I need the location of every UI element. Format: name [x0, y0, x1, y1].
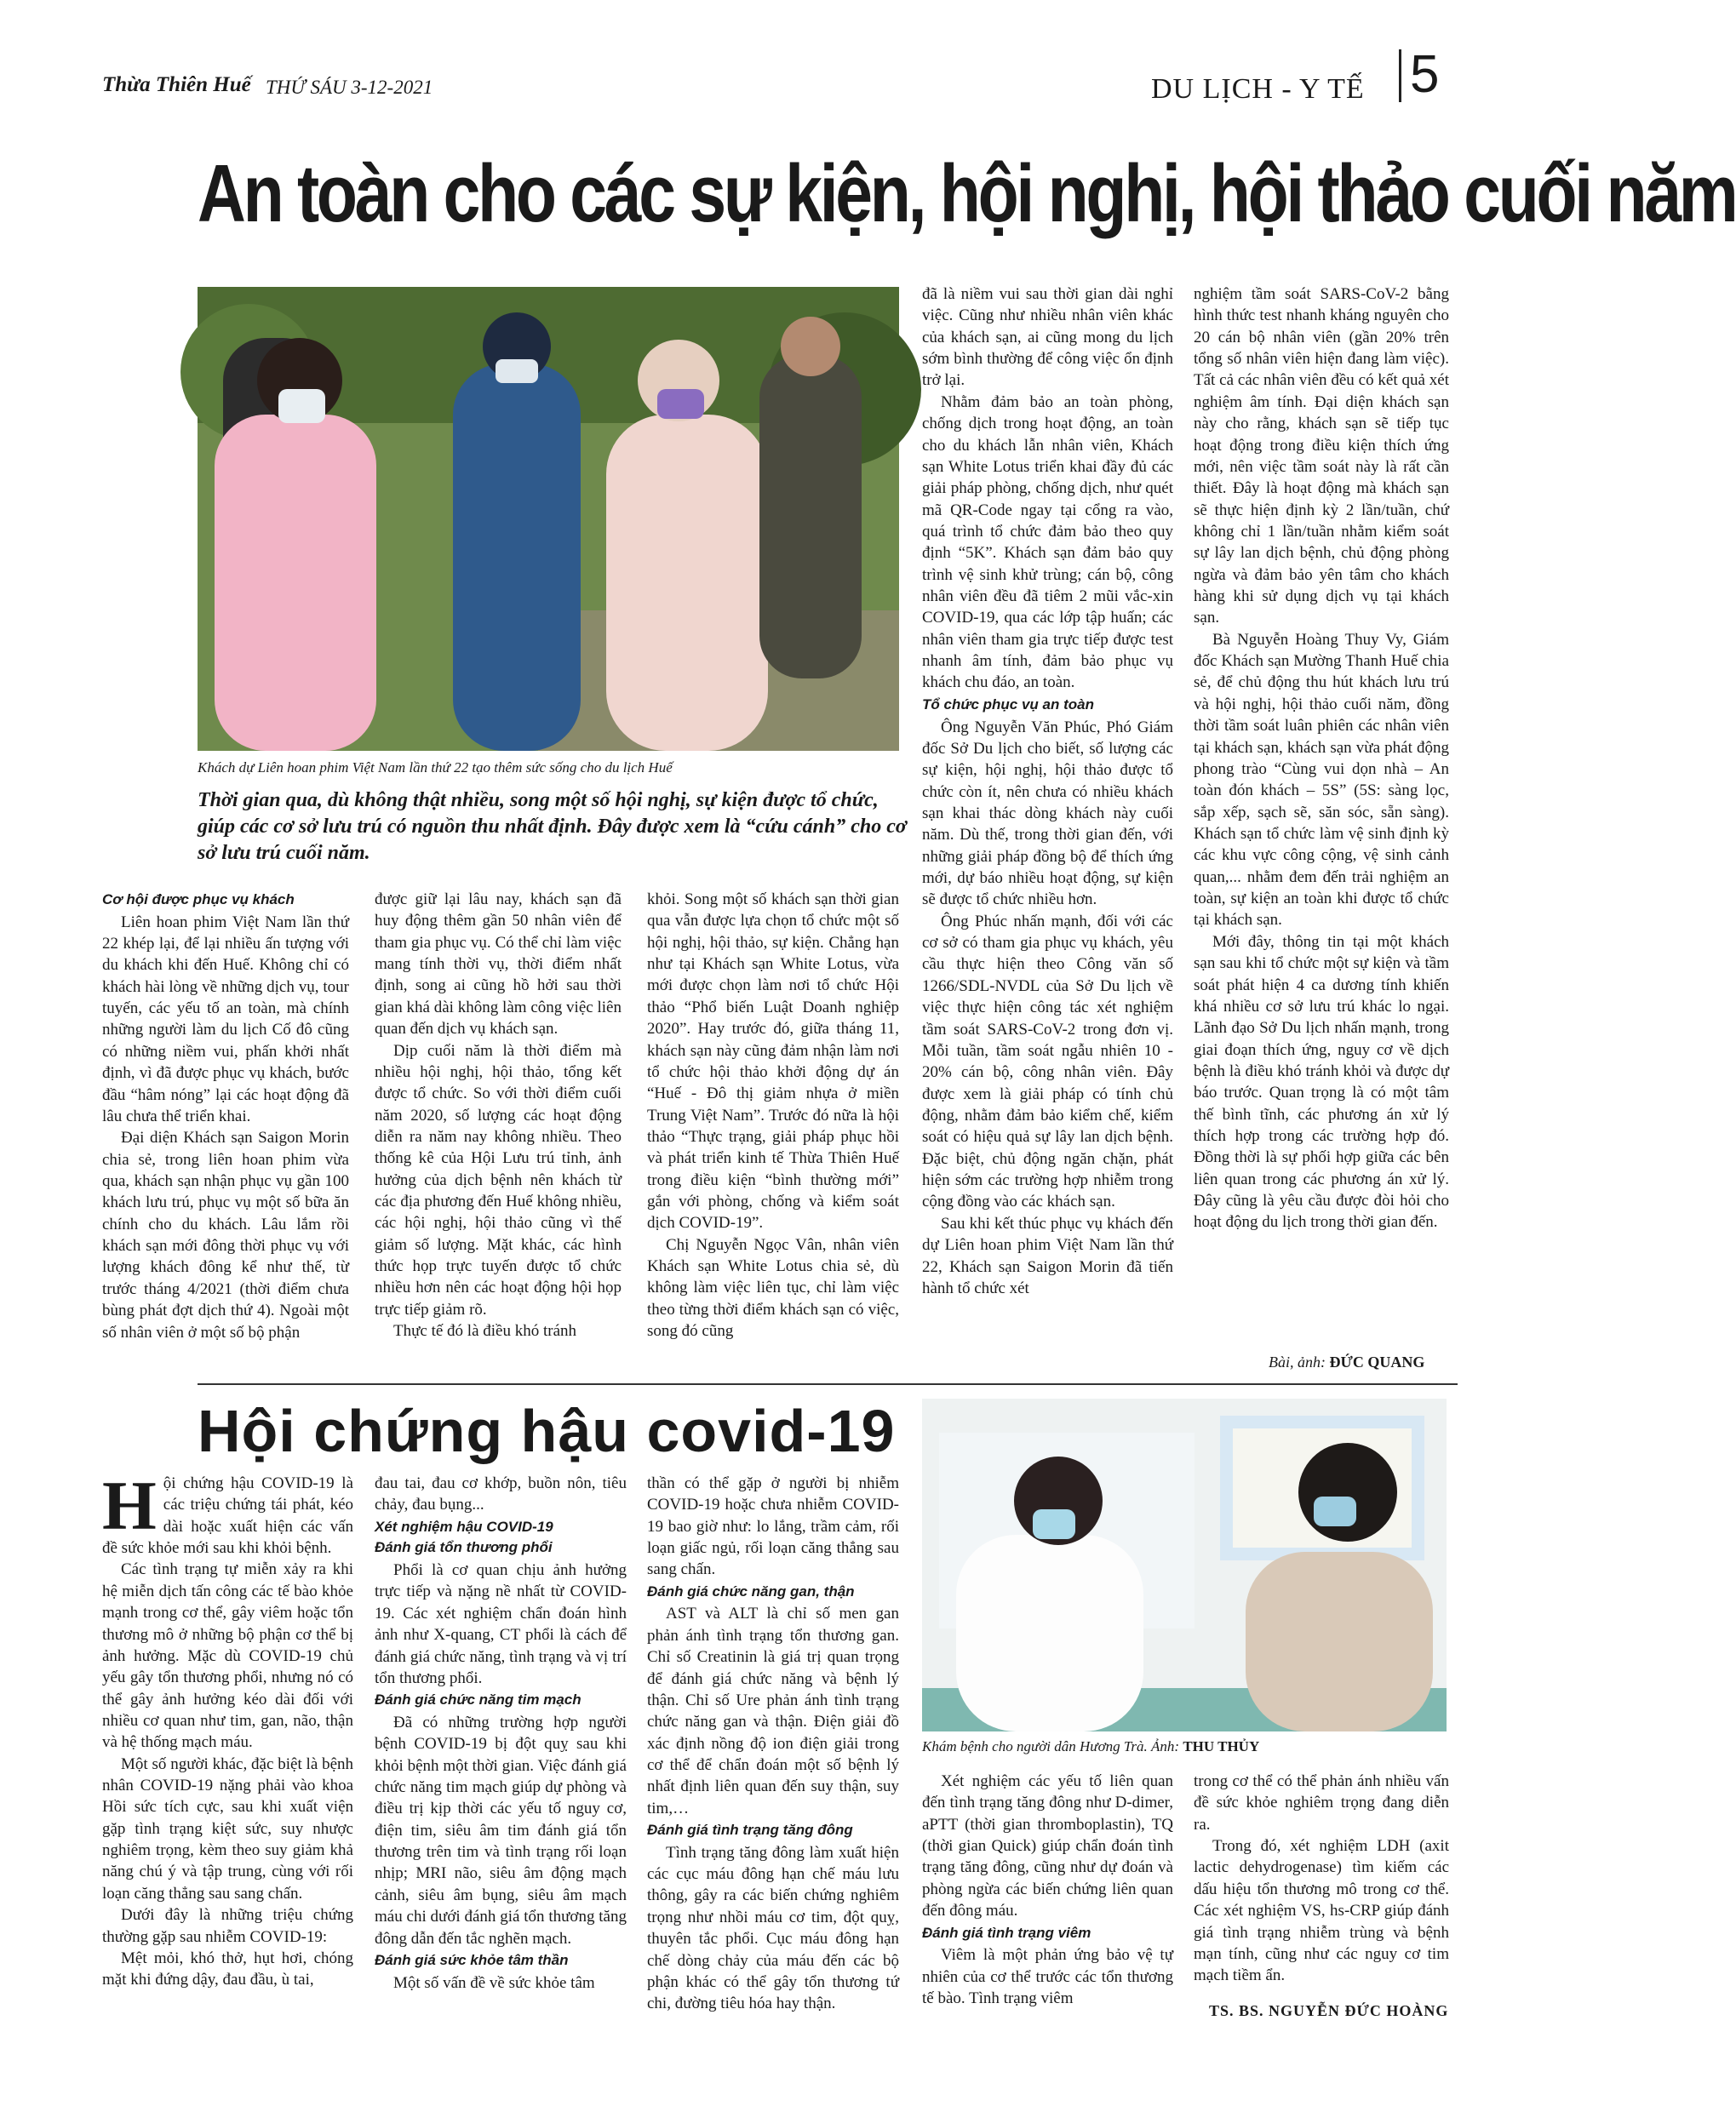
article2-author: TS. BS. NGUYỄN ĐỨC HOÀNG: [1209, 2002, 1449, 2019]
paragraph-text: ội chứng hậu COVID-19 là các triệu chứng tái phát, kéo dài hoặc xuất hiện các vấn đề sức khỏe mới sau khi khỏi bệnh.: [102, 1474, 353, 1558]
article1-column-3: [647, 889, 899, 1342]
section-heading: Xét nghiệm hậu COVID-19: [375, 1518, 553, 1535]
paragraph: Dịp cuối năm là thời điểm mà nhiều hội nghị, hội thảo, tổng kết được tổ chức. So với thời điểm cuối năm 2020, số lượng các hoạt động diễn ra năm nay không nhiều. Theo thống kê của Hội Lưu trú tỉnh, ảnh hưởng của dịch bệnh nên khách từ các địa phương đến Huế không nhiều, các hội nghị, hội thảo cũng vì thế giảm số lượng. Mặt khác, các hình thức họp trực tuyến được tổ chức nhiều hơn nên các hoạt động hội họp trực tiếp giảm rõ.: [375, 1041, 622, 1319]
drop-cap: H: [102, 1467, 157, 1544]
article1-column-2: [375, 889, 622, 1342]
paragraph: được giữ lại lâu nay, khách sạn đã huy động thêm gần 50 nhân viên để tham gia phục vụ. Có thể chỉ làm việc mang tính thời vụ, thời điểm nhất định, song ai cũng hồ hởi sau thời gian khá dài không làm công việc liên quan đến dịch vụ khách sạn.: [375, 890, 622, 1039]
paragraph: trong cơ thể có thể phản ánh nhiều vấn đề sức khỏe nghiêm trọng đang diễn ra.: [1194, 1772, 1449, 1834]
publication-name: Thừa Thiên Huế: [102, 73, 251, 96]
article1-lead: Thời gian qua, dù không thật nhiều, song một số hội nghị, sự kiện được tổ chức, giúp các cơ sở lưu trú có nguồn thu nhất định. Đây được xem là “cứu cánh” cho cơ sở lưu trú cuối năm.: [198, 789, 907, 865]
masthead-divider: [1399, 49, 1401, 102]
article2-photo-caption: [922, 1738, 1450, 1755]
article2-column-2: [375, 1473, 627, 1994]
paragraph: Ông Nguyễn Văn Phúc, Phó Giám đốc Sở Du lịch cho biết, số lượng các sự kiện, hội nghị, hội thảo được tổ chức còn ít, nên chưa có nhiều khách sạn khai thác dòng khách này cuối năm. Dù thế, trong thời gian đến, với những giải pháp đồng bộ để thích ứng mới, dự báo nhiều hoạt động, sự kiện sẽ được tổ chức nhiều hơn.: [922, 718, 1173, 909]
article-divider: [198, 1383, 1458, 1385]
paragraph: Liên hoan phim Việt Nam lần thứ 22 khép lại, để lại nhiều ấn tượng với du khách khi đến Huế. Không chỉ có khách hài lòng về những dịch vụ, tour tuyến, các yếu tố an toàn, mà chính những người làm du lịch Cố đô cũng có những niềm vui, phấn khởi nhất định, vì đã được phục vụ khách, bước đầu “hâm nóng” lại các hoạt động đã lâu chưa thể triển khai.: [102, 913, 349, 1125]
section-heading: Tổ chức phục vụ an toàn: [922, 695, 1094, 713]
article1-photo-caption: Khách dự Liên hoan phim Việt Nam lần thứ 22 tạo thêm sức sống cho du lịch Huế: [198, 759, 673, 776]
article2-photo: [922, 1399, 1447, 1731]
paragraph: [102, 1467, 353, 1559]
article1-column-1: [102, 889, 349, 1343]
paragraph: khỏi. Song một số khách sạn thời gian qua vẫn được lựa chọn tổ chức một số hội nghị, hội thảo, sự kiện. Chẳng hạn như tại Khách sạn White Lotus, vừa mới được chọn làm nơi tổ chức Hội thảo “Phổ biến Luật Doanh nghiệp 2020”. Hay trước đó, giữa tháng 11, khách sạn này cũng đảm nhận làm nơi tổ chức hội thảo khởi động dự án “Huế - Đô thị giảm nhựa ở miền Trung Việt Nam”. Trước đó nữa là hội thảo “Thực trạng, giải pháp phục hồi và phát triển kinh tế Thừa Thiên Huế trong điều kiện “bình thường mới” gắn với phòng, chống và kiểm soát dịch COVID-19”.: [647, 890, 899, 1233]
paragraph: Trong đó, xét nghiệm LDH (axit lactic dehydrogenase) tìm kiếm các dấu hiệu tổn thương mô trong cơ thể. Các xét nghiệm VS, hs-CRP giúp đánh giá tình trạng nhiễm trùng và bệnh mạn tính, cũng như các nguy cơ tim mạch tiềm ẩn.: [1194, 1837, 1449, 1985]
article1-column-4: [922, 283, 1173, 1299]
paragraph: Viêm là một phản ứng bảo vệ tự nhiên của cơ thể trước các tổn thương tế bào. Tình trạng viêm: [922, 1946, 1173, 2007]
paragraph: Thực tế đó là điều khó tránh: [393, 1322, 577, 1341]
article2-column-3: [647, 1473, 899, 2015]
article2-headline: Hội chứng hậu covid-19: [198, 1398, 896, 1464]
section-heading: Đánh giá tình trạng viêm: [922, 1924, 1091, 1941]
paragraph: thần có thể gặp ở người bị nhiễm COVID-19 hoặc chưa nhiễm COVID-19 bao giờ như: lo lắng, trầm cảm, rối loạn giấc ngủ, rối loạn căng thẳng sau sang chấn.: [647, 1474, 899, 1579]
section-heading: Đánh giá tổn thương phổi: [375, 1539, 553, 1556]
paragraph: đã là niềm vui sau thời gian dài nghỉ việc. Cũng như nhiều nhân viên khác của khách sạn, ai cũng mong du lịch sớm bình thường để công việc ổn định trở lại.: [922, 285, 1173, 390]
byline-author: ĐỨC QUANG: [1329, 1354, 1425, 1371]
issue-date: THỨ SÁU 3-12-2021: [266, 77, 433, 98]
paragraph: Các tình trạng tự miễn xảy ra khi hệ miễn dịch tấn công các tế bào khỏe mạnh trong cơ thể, gây viêm hoặc tổn thương mô ở những bộ phận cơ thể bị ảnh hưởng. Mặc dù COVID-19 chủ yếu gây tổn thương phổi, nhưng nó có thể gây ảnh hưởng kéo dài đối với nhiều cơ quan như tim, gan, não, thận và hệ thống mạch máu.: [102, 1560, 353, 1752]
paragraph: AST và ALT là chỉ số men gan phản ánh tình trạng tổn thương gan. Chỉ số Creatinin là giá trị quan trọng để đánh giá chức năng và bệnh lý thận. Chỉ số Ure phản ánh tình trạng chức năng gan và thận. Điện giải đồ xác định nồng độ ion điện giải trong cơ thể để chẩn đoán một số bệnh lý nhất định liên quan đến suy thận, suy tim,…: [647, 1605, 899, 1817]
article1-photo: [198, 287, 899, 751]
paragraph: Mới đây, thông tin tại một khách sạn sau khi tổ chức một sự kiện và tầm soát phát hiện 4 ca dương tính khiến khá nhiều cơ sở lưu trú khác lo ngại. Lãnh đạo Sở Du lịch nhấn mạnh, trong giai đoạn thích ứng, nguy cơ về dịch bệnh là điều khó tránh khỏi và được dự báo trước. Quan trọng là có một tâm thế bình tĩnh, các phương án xử lý thích hợp trong các trường hợp đó. Đồng thời là sự phối hợp giữa các bên liên quan trong các phương án xử lý. Đây cũng là yêu cầu được đòi hỏi cho hoạt động du lịch trong thời gian đến.: [1194, 932, 1449, 1232]
section-heading: Đánh giá chức năng tim mạch: [375, 1691, 582, 1708]
paragraph: Dưới đây là những triệu chứng thường gặp sau nhiễm COVID-19:: [102, 1906, 353, 1946]
section-heading: Cơ hội được phục vụ khách: [102, 891, 295, 907]
page-number: 5: [1410, 45, 1440, 104]
section-heading: Đánh giá chức năng gan, thận: [647, 1583, 855, 1600]
byline-prefix: Bài, ảnh:: [1269, 1354, 1326, 1371]
article1-column-5: [1194, 283, 1449, 1233]
paragraph: đau tai, đau cơ khớp, buồn nôn, tiêu chảy, đau bụng...: [375, 1474, 627, 1514]
paragraph: Phổi là cơ quan chịu ảnh hưởng trực tiếp và nặng nề nhất từ COVID-19. Các xét nghiệm chẩn đoán hình ảnh như X-quang, CT phổi là cách để đánh giá chức năng, tình trạng và vị trí tổn thương phổi.: [375, 1561, 627, 1687]
paragraph: Xét nghiệm các yếu tố liên quan đến tình trạng tăng đông như D-dimer, aPTT (thời gian thromboplastin), TQ (thời gian Quick) giúp chẩn đoán tình trạng tăng đông, cũng như dự đoán và phòng ngừa các biến chứng liên quan đến đông máu.: [922, 1772, 1173, 1920]
article1-headline: An toàn cho các sự kiện, hội nghị, hội thảo cuối năm: [198, 148, 1736, 239]
medical-exam-photo-icon: [922, 1399, 1447, 1731]
section-heading: Đánh giá sức khỏe tâm thần: [375, 1951, 569, 1968]
caption-text: Khám bệnh cho người dân Hương Trà. Ảnh:: [922, 1738, 1180, 1754]
paragraph: Mệt mỏi, khó thở, hụt hơi, chóng mặt khi đứng dậy, đau đầu, ù tai,: [102, 1949, 353, 1989]
article1-byline: [1269, 1354, 1424, 1371]
article2-column-4: [922, 1771, 1173, 2009]
section-name: DU LỊCH - Y TẾ: [1151, 73, 1365, 105]
paragraph: Sau khi kết thúc phục vụ khách đến dự Liên hoan phim Việt Nam lần thứ 22, Khách sạn Saigon Morin đã tiến hành tổ chức xét: [922, 1214, 1173, 1297]
paragraph: Tình trạng tăng đông làm xuất hiện các cục máu đông hạn chế máu lưu thông, gây ra các biến chứng nghiêm trọng như nhồi máu cơ tim, đột quỵ, thuyên tắc phổi. Cục máu đông hạn chế dòng chảy của máu đến các bộ phận khác có thể gây tổn thương tứ chi, đường tiêu hóa hay thận.: [647, 1843, 899, 2013]
paragraph: Một số người khác, đặc biệt là bệnh nhân COVID-19 nặng phải vào khoa Hồi sức tích cực, sau khi xuất viện gặp tình trạng kiệt sức, suy nhược nghiêm trọng, kèm theo suy giảm khả năng chú ý và tập trung, cùng với rối loạn căng thẳng sau sang chấn.: [102, 1754, 353, 1903]
article2-column-5: [1194, 1771, 1449, 1987]
paragraph: Chị Nguyễn Ngọc Vân, nhân viên Khách sạn White Lotus chia sẻ, dù không làm việc liên tục, chỉ làm việc theo từng thời điểm khách sạn có việc, song đó cũng: [647, 1235, 899, 1341]
paragraph: Bà Nguyễn Hoàng Thuy Vy, Giám đốc Khách sạn Mường Thanh Huế chia sẻ, để chủ động thu hút khách lưu trú và hội nghị, hội thảo cuối năm, đồng thời tầm soát luân phiên các nhân viên tại khách sạn, khách sạn vừa phát động phong trào “Cùng vui dọn nhà – An toàn đón khách – 5S” (5S: sàng lọc, sắp xếp, sạch sẽ, săn sóc, sẵn sàng). Khách sạn tổ chức làm vệ sinh định kỳ các khu vực công cộng, vệ sinh cảnh quan,... nhằm đem đến trải nghiệm an toàn, sự kiện an toàn khi được tổ chức tại khách sạn.: [1194, 630, 1449, 930]
paragraph: nghiệm tầm soát SARS-CoV-2 bằng hình thức test nhanh kháng nguyên cho 20 cán bộ nhân viên (gần 20% trên tổng số nhân viên hiện đang làm việc). Tất cả các nhân viên đều có kết quả xét nghiệm âm tính. Đại diện khách sạn này cho rằng, khách sạn sẽ tiếp tục hoạt động trong điều kiện thích ứng mới, nên việc tầm soát này là rất cần thiết. Đây là hoạt động mà khách sạn sẽ thực hiện định kỳ 2 lần/tuần, chứ không chỉ 1 lần/tuần nhằm kiểm soát sự lây lan dịch bệnh, chủ động phòng ngừa và đảm bảo yên tâm cho khách hàng khi sử dụng dịch vụ tại khách sạn.: [1194, 285, 1449, 627]
paragraph: Nhằm đảm bảo an toàn phòng, chống dịch trong hoạt động, an toàn cho du khách lẫn nhân viên, Khách sạn White Lotus triển khai đầy đủ các giải pháp phòng, chống dịch, như quét mã QR-Code ngay tại cổng ra vào, quá trình tổ chức đảm bảo theo quy định “5K”. Khách sạn đảm bảo quy trình vệ sinh khử trùng; cán bộ, công nhân viên đều đã tiêm 2 mũi vắc-xin COVID-19, qua các lớp tập huấn; các nhân viên tham gia trực tiếp được test nhanh âm tính, đảm bảo phục vụ khách chu đáo, an toàn.: [922, 392, 1173, 692]
paragraph: Đại diện Khách sạn Saigon Morin chia sẻ, trong liên hoan phim vừa qua, khách sạn nhận phục vụ gần 100 khách lưu trú, phục vụ một số bữa ăn chính cho du khách. Lâu lắm rồi khách sạn mới đông thời phục vụ với lượng khách đông kể như thế, từ trước tháng 4/2021 (thời điểm chưa bùng phát đợt dịch thứ 4). Ngoài một số nhân viên ở một số bộ phận: [102, 1129, 349, 1342]
article2-column-1: [102, 1467, 353, 1991]
section-heading: Đánh giá tình trạng tăng đông: [647, 1822, 853, 1839]
paragraph: Ông Phúc nhấn mạnh, đối với các cơ sở có tham gia phục vụ khách, yêu cầu thực hiện theo Công văn số 1266/SDL-NVDL của Sở Du lịch về việc thực hiện công tác xét nghiệm tầm soát SARS-CoV-2 trong đơn vị. Mỗi tuần, tầm soát ngẫu nhiên 10 - 20% cán bộ, công nhân viên. Đây được xem là giải pháp có tính chủ động, nhằm đảm bảo kiểm chế, kiểm soát có hiệu quả sự lây lan dịch bệnh. Đặc biệt, chủ động ngăn chặn, phát hiện sớm các trường hợp nhiễm trong cộng đồng vào các khách sạn.: [922, 912, 1173, 1211]
paragraph: Đã có những trường hợp người bệnh COVID-19 bị đột quỵ sau khi khỏi bệnh một thời gian. Việc đánh giá chức năng tim mạch giúp dự phòng và điều trị kịp thời các yếu tố nguy cơ, điện tim, siêu âm tim đánh giá tổn thương trên tim và tình trạng rối loạn nhịp; MRI não, siêu âm động mạch cảnh, siêu âm bụng, siêu âm mạch máu chi dưới đánh giá tổn thương tăng đông dẫn đến tắc nghẽn mạch.: [375, 1713, 627, 1948]
caption-author: THU THỦY: [1183, 1738, 1260, 1754]
paragraph: Một số vấn đề về sức khỏe tâm: [393, 1973, 595, 1992]
film-festival-photo-icon: [198, 287, 899, 751]
